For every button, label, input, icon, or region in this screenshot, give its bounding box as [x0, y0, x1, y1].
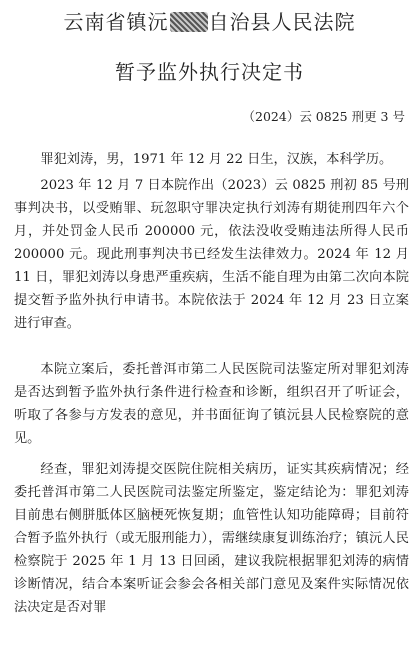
court-title-before: 云南省镇沅 [63, 10, 169, 34]
paragraph-judgment: 2023 年 12 月 7 日本院作出（2023）云 0825 刑初 85 号刑事判决书，以受贿罪、玩忽职守罪决定执行刘涛有期徒刑四年六个月，并处罚金人民币 200000 元，依法没收受贿违法所得人民币 200000 元。现此刑事判决书已经发生法律效力。2024 年 12 月 11 日，罪犯刘涛以身患严重疾病，生活不能自理为由第二次向本院提交暂予监外执行申请书。本院依法于 2024 年 12 月 23 日立案进行审查。 [14, 178, 409, 331]
court-title [0, 6, 419, 35]
decision-title: 暂予监外执行决定书 [115, 60, 304, 84]
court-title-after: 自治县人民法院 [208, 10, 356, 34]
paragraph-defendant-info: 罪犯刘涛，男，1971 年 12 月 22 日生，汉族，本科学历。 [40, 152, 393, 167]
redaction-mark [170, 12, 208, 32]
paragraph-case-filing: 本院立案后，委托普洱市第二人民医院司法鉴定所对罪犯刘涛是否达到暂予监外执行条件进行检查和诊断，组织召开了听证会，听取了各参与方发表的意见，并书面征询了镇沅县人民检察院的意见。 [14, 362, 409, 446]
document-number: （2024）云 0825 刑更 3 号 [242, 109, 405, 124]
paragraph-findings: 经查，罪犯刘涛提交医院住院相关病历，证实其疾病情况；经委托普洱市第二人民医院司法鉴定所鉴定，鉴定结论为：罪犯刘涛目前患右侧胼胝体区脑梗死恢复期；血管性认知功能障碍；目前符合暂予监外执行（或无服刑能力），需继续康复训练治疗；镇沅人民检察院于 2025 年 1 月 13 日回函，建议我院根据罪犯刘涛的病情诊断情况，结合本案听证会参会各相关部门意见及案件实际情况依法决定是否对罪 [14, 462, 409, 615]
